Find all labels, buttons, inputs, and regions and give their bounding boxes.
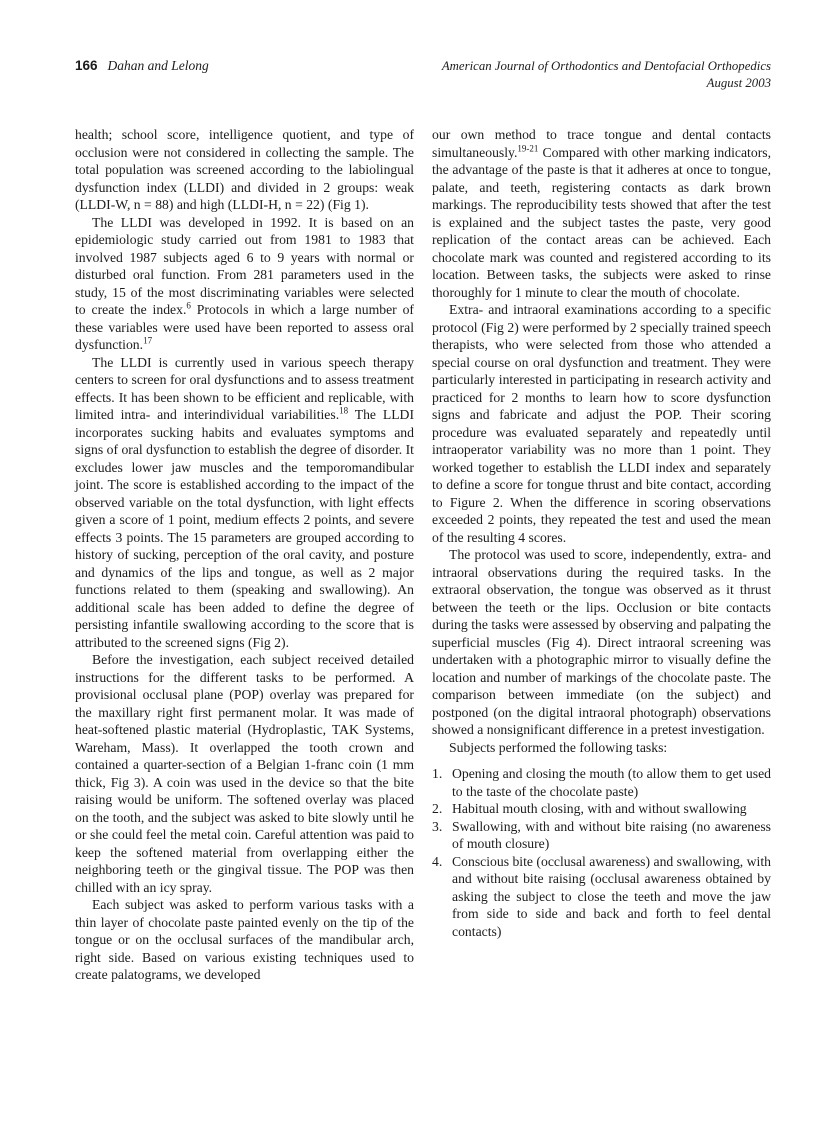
paragraph [432, 739, 771, 757]
reference-superscript: 18 [339, 405, 349, 416]
issue-date: August 2003 [706, 76, 771, 90]
paragraph [75, 896, 414, 984]
paragraph [432, 301, 771, 546]
list-item-number: 2. [432, 801, 443, 816]
list-item [432, 800, 771, 818]
journal-page [75, 58, 771, 984]
journal-title: American Journal of Orthodontics and Dentofacial Orthopedics [441, 59, 771, 73]
running-head-right [442, 58, 771, 92]
running-head-left [75, 58, 209, 74]
paragraph [75, 354, 414, 652]
list-item-text: Swallowing, with and without bite raising (no awareness of mouth closure) [452, 818, 771, 851]
list-item [432, 765, 771, 800]
paragraph [75, 651, 414, 896]
paragraph-text: Before the investigation, each subject received detailed instructions for the different tasks to be performed. A provisional occlusal plane (POP) overlay was prepared for the maxillary right first permanent molar. It was made of heat-softened plastic material (Hydroplastic, TAK Systems, Wareham, Mass). It overlapped the tooth crown and contained a quarter-section of a Belgian 1-franc coin (1 mm thick, Fig 3). A coin was used in the device so that the bite raising would be uniform. The softened overlay was placed on the tooth, and the subject was asked to bite slowly until he or she could feel the metal coin. Careful attention was paid to keep the softened material from overlapping either the neighboring teeth or the gingival tissue. The POP was then chilled with an icy spray. [75, 652, 414, 895]
page-number: 166 [75, 58, 98, 73]
paragraph-text: Each subject was asked to perform various tasks with a thin layer of chocolate paste painted evenly on the tip of the tongue or on the occlusal surfaces of the mandibular arch, right side. Based on various existing techniques used to create palatograms, we developed [75, 897, 414, 982]
paragraph [432, 546, 771, 739]
list-item-number: 3. [432, 818, 443, 834]
page-header [75, 58, 771, 92]
left-column [75, 126, 414, 984]
paragraph-text: Extra- and intraoral examinations according to a specific protocol (Fig 2) were performed by 2 specially trained speech therapists, who were selected from those who attended a special course on oral dysfunction and treatment. They were particularly interested in participating in research activity and practiced for 2 months to learn how to score dysfunction signs and fabricate and adjust the POP. Their scoring procedure was evaluated separately and repeatedly until intraoperator variability was no more than 1 point. They worked together to establish the LLDI index and separately to define a score for tongue thrust and bite contact, according to Figure 2. When the difference in scoring observations exceeded 2 points, they repeated the test and used the mean of the resulting 4 scores. [432, 302, 771, 545]
task-list [432, 765, 771, 940]
paragraph-text: health; school score, intelligence quotient, and type of occlusion were not considered in collecting the sample. The total population was screened according to the labiolingual dysfunction index (LLDI) and divided in 2 groups: weak (LLDI-W, n = 88) and high (LLDI-H, n = 22) (Fig 1). [75, 127, 414, 212]
paragraph [75, 126, 414, 214]
reference-superscript: 19-21 [517, 142, 539, 153]
reference-superscript: 17 [143, 335, 153, 346]
paragraph-text: The LLDI incorporates sucking habits and evaluates symptoms and signs of oral dysfunction to establish the degree of disorder. It excludes lower jaw muscles and the temporomandibular joint. The score is established according to the impact of the observed variable on the total dysfunction, with light effects given a score of 1 point, medium effects 2 points, and severe effects 3 points. The 15 parameters are grouped according to history of sucking, perception of the oral cavity, and posture and dynamics of the lips and tongue, as well as 2 major functions related to them (speaking and swallowing). An additional scale has been added to define the degree of persisting infantile swallowing according to the score that is attributed to the screened signs (Fig 2). [75, 407, 414, 650]
paragraph-text: Compared with other marking indicators, the advantage of the paste is that it adheres at once to tongue, palate, and teeth, registering contacts as dark brown markings. The reproducibility tests showed that after the test is explained and the subject tastes the paste, very good replication of the contact areas can be achieved. Each chocolate mark was counted and registered according to its location. Between tasks, the subjects were asked to rinse thoroughly for 1 minute to clear the mouth of chocolate. [432, 144, 771, 300]
two-column-body [75, 126, 771, 984]
list-item-number: 4. [432, 853, 443, 869]
list-item-text: Habitual mouth closing, with and without swallowing [452, 801, 747, 816]
paragraph-text: The LLDI was developed in 1992. It is based on an epidemiologic study carried out from 1981 to 1983 that involved 1987 subjects aged 6 to 9 years with normal or disturbed oral function. From 281 parameters used in the study, 15 of the most discriminating variables were selected to create the index. [75, 214, 414, 317]
list-item [432, 818, 771, 853]
list-item-number: 1. [432, 766, 443, 781]
list-item [432, 853, 771, 941]
author-running-head: Dahan and Lelong [107, 58, 209, 73]
paragraph [75, 214, 414, 354]
paragraph-text: Protocols in which a large number of these variables were used have been reported to assess oral dysfunction. [75, 302, 414, 352]
list-item-text: Conscious bite (occlusal awareness) and swallowing, with and without bite raising (occlusal awareness obtained by asking the subject to close the teeth and move the jaw from side to side and back and forth to feel dental contacts) [452, 853, 771, 939]
paragraph-text: The LLDI is currently used in various speech therapy centers to screen for oral dysfunctions and to assess treatment effects. It has been shown to be efficient and replicable, with limited intra- and interindividual variabilities. [75, 354, 414, 422]
reference-superscript: 6 [186, 300, 191, 311]
paragraph [432, 126, 771, 301]
paragraph-text: Subjects performed the following tasks: [449, 739, 668, 755]
paragraph-text: The protocol was used to score, independently, extra- and intraoral observations during the required tasks. In the extraoral observation, the tongue was observed as it thrust between the teeth or the lips. Occlusion or bite contacts during the tasks were assessed by observing and palpating the superficial muscles (Fig 4). Direct intraoral screening was undertaken with a photographic mirror to visually define the location and number of markings of the chocolate paste. The comparison between immediate (on the subject) and postponed (on the digital intraoral photograph) observations showed a nonsignificant difference in a pretest investigation. [432, 547, 771, 737]
paragraph-text: our own method to trace tongue and dental contacts simultaneously. [432, 127, 771, 160]
list-item-text: Opening and closing the mouth (to allow them to get used to the taste of the chocolate paste) [452, 766, 771, 799]
right-column [432, 126, 771, 984]
